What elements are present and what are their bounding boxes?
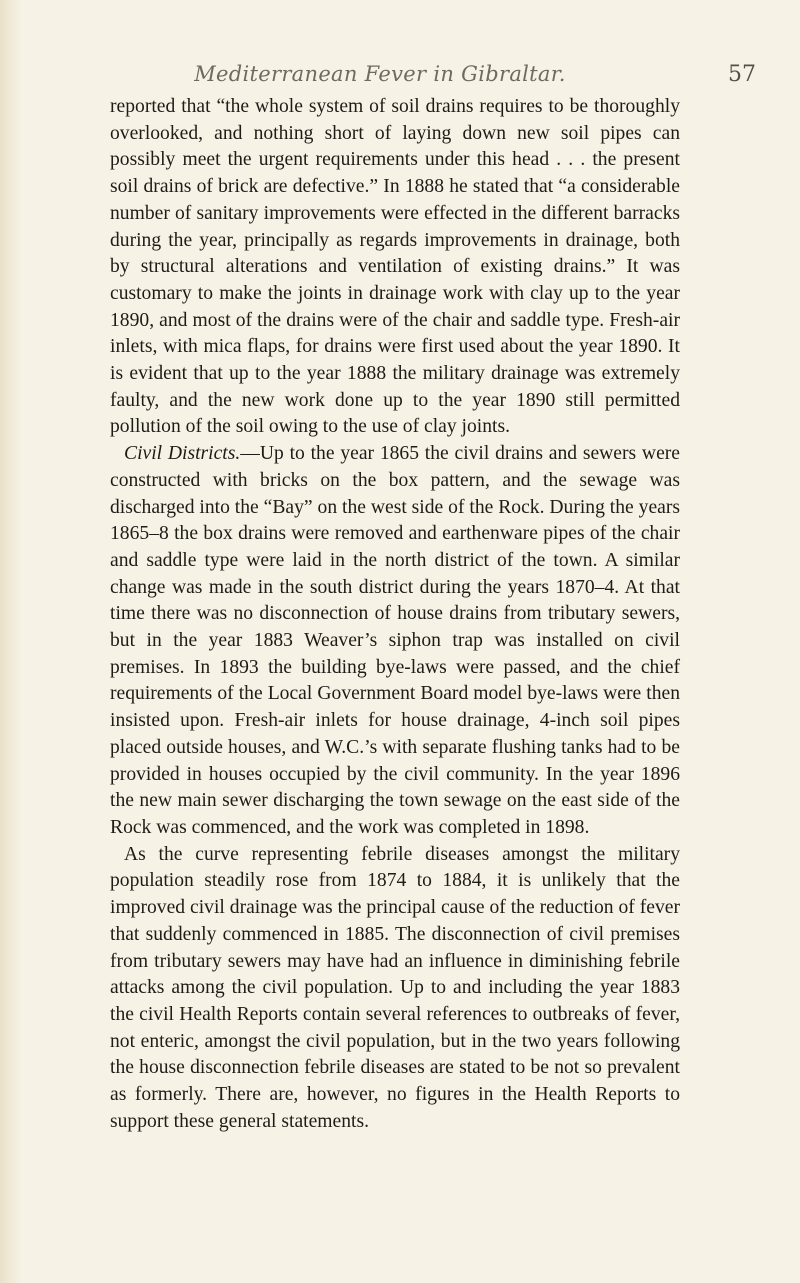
paragraph-civil-districts [110,441,680,842]
paragraph-text: As the curve representing febrile diseases amongst the military population steadily rose from 1874 to 1884, it is unlikely that the improved civil drainage was the principal cause of the reduction of fever that suddenly commenced in 1885. The disconnection of civil premises from tributary sewers may have had an influence in diminishing febrile attacks among the civil population. Up to and including the year 1883 the civil Health Reports contain several references to outbreaks of fever, not enteric, amongst the civil population, but in the two years following the house disconnection febrile diseases are stated to be not so prevalent as formerly. There are, however, no figures in the Health Reports to support these general statements. [110,843,680,1132]
body-text [110,94,680,1135]
paragraph-military-drainage [110,94,680,441]
section-heading-civil-districts: Civil Districts. [124,443,241,465]
running-title: Mediterranean Fever in Gibraltar. [194,62,566,86]
page-edge-shadow [0,0,22,1283]
page-header [110,62,756,94]
paragraph-febrile-curve [110,842,680,1136]
paragraph-text: —Up to the year 1865 the civil drains and sewers were constructed with bricks on the box pattern, and the sewage was discharged into the “Bay” on the west side of the Rock. During the years 1865–8 the box drains were removed and earthenware pipes of the chair and saddle type were laid in the north district of the town. A similar change was made in the south district during the years 1870–4. At that time there was no disconnection of house drains from tributary sewers, but in the year 1883 Weaver’s siphon trap was installed on civil premises. In 1893 the building bye-laws were passed, and the chief requirements of the Local Government Board model bye-laws were then insisted upon. Fresh-air inlets for house drainage, 4-inch soil pipes placed outside houses, and W.C.’s with separate flushing tanks had to be provided in houses occupied by the civil community. In the year 1896 the new main sewer discharging the town sewage on the east side of the Rock was commenced, and the work was completed in 1898. [110,443,680,838]
page-number: 57 [728,62,756,87]
paragraph-text: reported that “the whole system of soil drains requires to be thoroughly overlooked, and nothing short of laying down new soil pipes can possibly meet the urgent requirements under this head . . . the present soil drains of brick are defective.” In 1888 he stated that “a considerable number of sanitary improvements were effected in the different barracks during the year, principally as regards improvements in drainage, both by structural alterations and ventilation of existing drains.” It was customary to make the joints in drainage work with clay up to the year 1890, and most of the drains were of the chair and saddle type. Fresh-air inlets, with mica flaps, for drains were first used about the year 1890. It is evident that up to the year 1888 the military drainage was extremely faulty, and the new work done up to the year 1890 still permitted pollution of the soil owing to the use of clay joints. [110,96,680,438]
